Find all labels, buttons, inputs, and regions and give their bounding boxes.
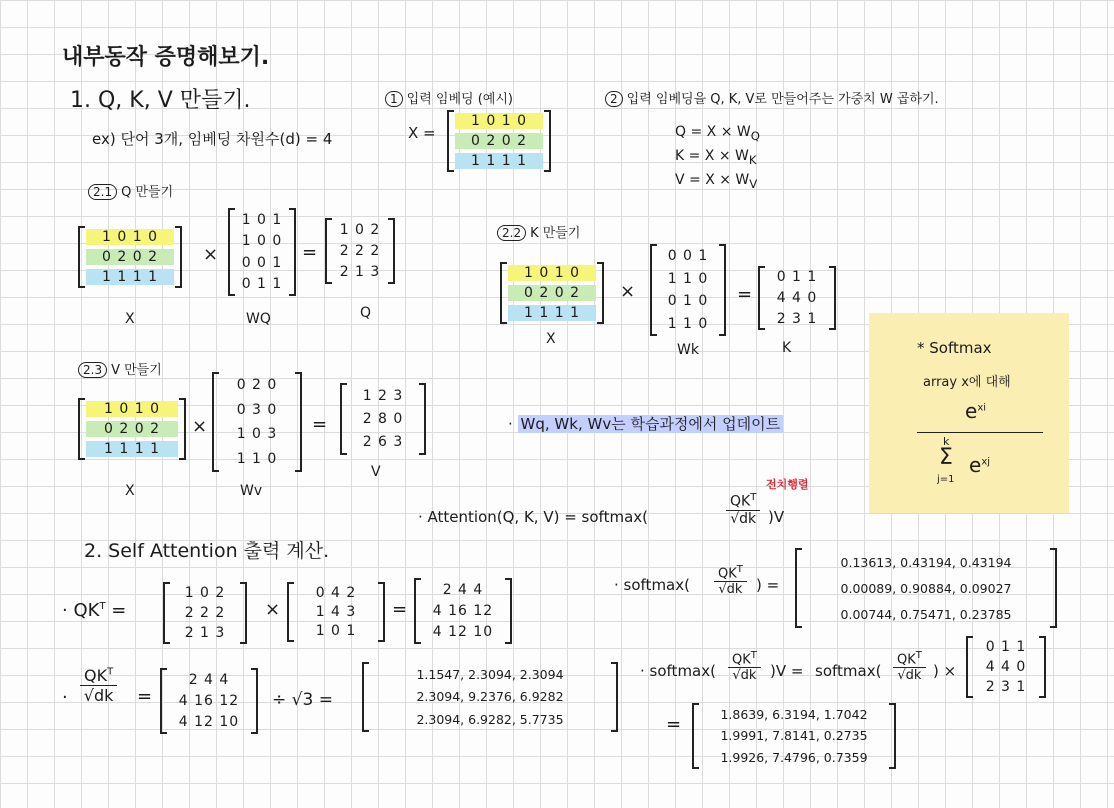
equals-sign: = [666,714,682,735]
matrix-row: 0 0 1 [667,248,709,265]
equals-sign: = [392,599,408,620]
qk-text: QK [730,493,751,510]
times-sign: × [620,281,636,302]
matrix-row: 0.13613, 0.43194, 0.43194 [840,554,1012,570]
matrix-row: 4 12 10 [432,624,494,641]
v-title-text: V 만들기 [111,363,162,378]
matrix-row: 1 1 1 1 [86,441,178,457]
step2-label [605,88,939,107]
times-sign: × [192,416,208,437]
den-exp: xj [981,456,991,468]
matrix-row: 0 2 0 2 [455,133,543,149]
matrix-row: 1 0 3 [236,426,278,443]
weights-note-text: Wq, Wk, Wv는 학습과정에서 업데이트 [518,415,784,433]
matrix-row: 1.8639, 6.3194, 1.7042 [720,707,868,723]
bullet: · [62,687,68,708]
matrix-k-2 [966,636,1046,698]
num-exp: xi [977,402,987,414]
matrix-row: 1 0 1 [241,211,283,228]
matrix-row: 2 4 4 [188,671,230,688]
equals-sign: = [737,284,753,305]
fraction-denominator: √dk [897,668,922,684]
matrix-qkt-2 [160,668,258,734]
x-var-label: X = [408,124,436,142]
section2-heading: 2. Self Attention 출력 계산. [84,540,330,562]
matrix-row: 4 16 12 [432,602,494,619]
qk-text: QK [718,566,737,582]
k-title-number: 2.2 [497,225,526,241]
matrix-row: 1 0 1 0 [508,265,596,281]
matrix-row: 0.00744, 0.75471, 0.23785 [840,606,1012,622]
matrix-row: 1 0 1 [315,623,357,640]
label-wv: Wv [240,483,263,499]
fraction-bar [917,432,1043,433]
matrix-row: 0 2 0 2 [86,249,174,265]
eq-q [675,124,760,143]
attention-prefix-text: Attention(Q, K, V) = softmax( [427,508,648,526]
eq-v-text: V = X × W [675,172,750,188]
softmax-close: ) × [933,662,957,680]
softmax-v-mid: )V = [770,662,804,680]
label-wq: WQ [246,311,271,327]
matrix-x-k [500,262,604,324]
softmax-label: · softmax( [614,576,690,594]
equals-sign: = [137,686,153,707]
matrix-x-q [78,226,182,288]
softmax-v-label-2: softmax( [815,662,882,680]
sum-top: k [943,435,950,448]
matrix-kt [287,582,385,642]
qk-text: QK [897,652,916,668]
matrix-scaled [362,662,618,732]
eq-q-text: Q = X × W [675,124,751,140]
fraction-numerator: $QK^T$ [893,650,926,668]
matrix-row: 0 2 0 [236,377,278,394]
den-e: e [969,453,982,477]
matrix-row: 4 12 10 [178,714,240,731]
matrix-wq [228,208,296,296]
matrix-row: 2 6 3 [362,434,404,451]
q-title [88,181,173,200]
matrix-row: 2 3 1 [776,310,818,327]
equals-sign: = [302,242,318,263]
label-k: K [782,340,792,356]
matrix-row: 1 1 0 [236,450,278,467]
matrix-row: 2.3094, 9.2376, 6.9282 [416,689,564,705]
matrix-row: 1.1547, 2.3094, 2.3094 [416,666,564,682]
matrix-row: 4 16 12 [178,692,240,709]
softmax-numerator [965,399,986,423]
matrix-row: 0 1 1 [776,269,818,286]
section1-heading: 1. Q, K, V 만들기. [70,88,251,113]
label-v: V [371,464,381,480]
eq-k-text: K = X × W [675,148,749,164]
matrix-row: 1 0 0 [241,233,283,250]
attention-fraction [726,492,760,527]
softmax-text: softmax( [623,576,690,594]
matrix-wk [650,244,726,336]
k-title-text: K 만들기 [530,226,581,241]
step1-number: 1 [385,91,403,107]
matrix-x-v [78,398,186,460]
matrix-row: 1 1 0 [667,315,709,332]
matrix-v [340,383,426,455]
step2-text: 입력 임베딩을 Q, K, V로 만들어주는 가중치 W 곱하기. [626,92,939,107]
matrix-row: 0 2 0 2 [508,285,596,301]
step1-label [385,88,513,107]
matrix-row: 1 0 2 [184,585,226,601]
times-sign: × [265,599,281,620]
matrix-output [692,703,896,769]
matrix-row: 1.9926, 7.4796, 0.7359 [720,749,868,765]
matrix-row: 2 4 4 [442,581,484,598]
v-title-number: 2.3 [78,362,107,378]
matrix-row: 0 1 1 [985,639,1027,655]
softmax-sticky-note [869,313,1069,513]
step2-number: 2 [605,91,623,107]
matrix-row: 1 0 2 [339,221,381,238]
matrix-row: 1 0 1 0 [86,229,174,245]
equals-sign: = [312,414,328,435]
matrix-row: 1 4 3 [315,603,357,620]
fraction-denominator: √dk [83,686,114,705]
eq-v-sub: V [749,176,758,191]
matrix-k [758,266,836,330]
transpose-note: 전치행렬 [766,478,809,491]
eq-v [675,172,757,191]
k-title [497,222,580,241]
attention-suffix: )V [768,508,785,526]
matrix-row: 4 4 0 [776,289,818,306]
q-title-number: 2.1 [88,184,117,200]
fraction-numerator: $QK^T$ [80,666,117,686]
matrix-row: 1 1 1 1 [455,153,543,169]
qk-text: QK [732,652,751,668]
page-title: 내부동작 증명해보기. [62,45,270,70]
matrix-row: 2 8 0 [362,410,404,427]
matrix-row: 0 3 0 [236,401,278,418]
softmax-v-fraction [728,650,761,683]
matrix-row: 4 4 0 [985,659,1027,675]
matrix-row: 1 1 1 1 [508,305,596,321]
sticky-sub: array x에 대해 [923,375,1011,390]
example-note: ex) 단어 3개, 임베딩 차원수(d) = 4 [92,130,333,148]
softmax-close: ) = [756,576,780,594]
matrix-row: 2 3 1 [985,679,1027,695]
matrix-row: 1 0 1 0 [86,401,178,417]
fraction-denominator: √dk [730,510,757,527]
sticky-heading: * Softmax [917,339,992,357]
qkt-text: QK [73,600,100,621]
softmax-fraction [714,564,747,597]
scaled-fraction [80,666,117,705]
sum-bottom: j=1 [937,474,955,485]
times-sign: × [203,244,219,265]
matrix-row: 1 2 3 [362,387,404,404]
matrix-row: 1 1 0 [667,270,709,287]
fraction-numerator: $QK^T$ [728,650,761,668]
softmax-text: softmax( [649,662,716,680]
v-title [78,359,162,378]
matrix-wv [212,372,302,472]
softmax-v-fraction-2 [893,650,926,683]
matrix-row: 0 1 0 [667,293,709,310]
eq-k [675,148,757,167]
matrix-row: 0 1 1 [241,276,283,293]
sigma-icon: Σ [939,445,953,470]
matrix-row: 0 4 2 [315,584,357,601]
label-wk: Wk [677,342,699,358]
matrix-row: 2 2 2 [184,605,226,621]
matrix-row: 1 0 1 0 [455,113,543,129]
num-e: e [965,399,978,423]
label-x: X [125,483,135,499]
label-x: X [125,311,135,327]
fraction-denominator: √dk [732,668,757,684]
matrix-row: 2 2 2 [339,242,381,259]
softmax-v-label: · softmax( [640,662,716,680]
matrix-row: 1 1 1 1 [86,269,174,285]
matrix-row: 2 1 3 [339,264,381,281]
step1-text: 입력 임베딩 (예시) [406,92,513,107]
weights-note: · Wq, Wk, Wv는 학습과정에서 업데이트 [508,413,783,434]
q-title-text: Q 만들기 [121,185,174,200]
matrix-softmax [795,548,1057,628]
softmax-denominator [969,453,990,477]
matrix-row: 2.3094, 6.9282, 5.7735 [416,712,564,728]
label-x: X [546,331,556,347]
fraction-numerator: $QK^T$ [714,564,747,582]
divide-sqrt3: ÷ √3 = [272,690,333,710]
fraction-numerator: $QK^T$ [726,492,760,511]
matrix-row: 0.00089, 0.90884, 0.09027 [840,580,1012,596]
matrix-qkt [414,578,512,644]
matrix-row: 0 0 1 [241,254,283,271]
qkt-label: · $QK^T$ = [62,600,127,621]
matrix-row: 1.9991, 7.8141, 0.2735 [720,728,868,744]
matrix-q [325,218,395,284]
eq-k-sub: K [748,152,757,167]
matrix-q-row2 [163,582,247,644]
label-q: Q [360,305,372,321]
matrix-row: 2 1 3 [184,625,226,641]
matrix-x-example [447,110,551,172]
fraction-denominator: √dk [718,582,743,598]
eq-q-sub: Q [750,128,760,143]
attention-formula-prefix: · Attention(Q, K, V) = softmax( [418,508,648,526]
matrix-row: 0 2 0 2 [86,421,178,437]
qk-text: QK [84,666,108,685]
